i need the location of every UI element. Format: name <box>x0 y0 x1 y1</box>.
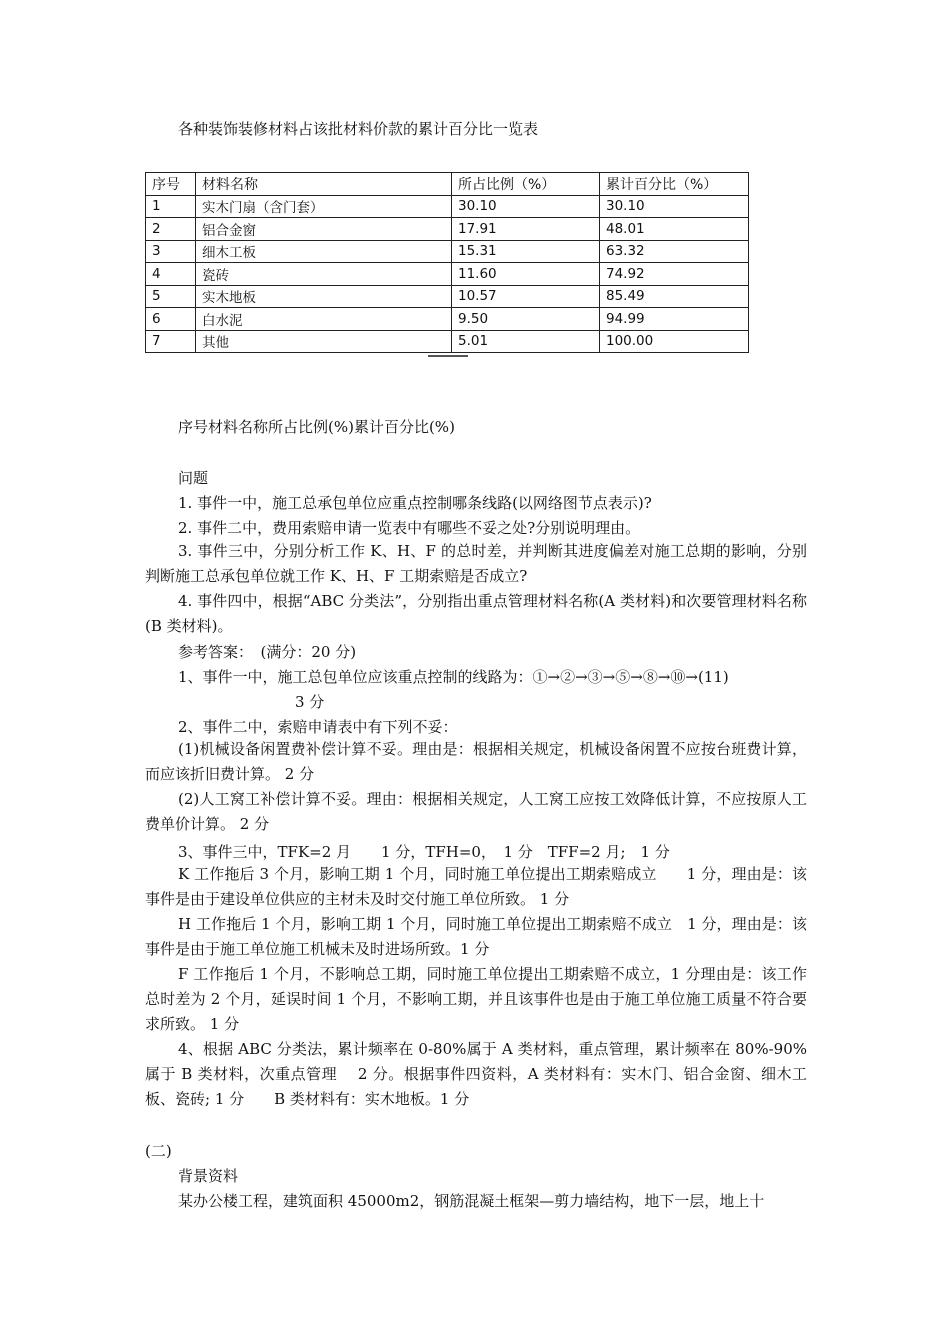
cell-material: 其他 <box>196 330 452 353</box>
answer-3: 3、事件三中，TFK=2 月 1 分，TFH=0， 1 分 TFF=2 月; 1 分 <box>178 843 670 861</box>
cell-ratio: 11.60 <box>452 263 600 286</box>
cell-ratio: 10.57 <box>452 285 600 308</box>
cell-cumulative: 63.32 <box>600 240 749 263</box>
table-header-row <box>146 173 749 196</box>
header-cumulative: 累计百分比（%） <box>600 173 749 196</box>
question-4: 4. 事件四中，根据“ABC 分类法”，分别指出重点管理材料名称(A 类材料)和次要管理材料名称(B 类材料)。 <box>145 592 807 635</box>
cell-cumulative: 100.00 <box>600 330 749 353</box>
cell-cumulative: 30.10 <box>600 195 749 218</box>
cell-material: 铝合金窗 <box>196 218 452 241</box>
cell-material: 实木门扇（含门套） <box>196 195 452 218</box>
cell-material: 实木地板 <box>196 285 452 308</box>
cell-material: 白水泥 <box>196 308 452 331</box>
table-row <box>146 240 749 263</box>
answer-3-h: H 工作拖后 1 个月，影响工期 1 个月，同时施工单位提出工期索赔不成立 1 分，理由是：该事件是由于施工单位施工机械未及时进场所致。1 分 <box>145 915 807 958</box>
table-row <box>146 308 749 331</box>
question-2: 2. 事件二中，费用索赔申请一览表中有哪些不妥之处?分别说明理由。 <box>178 519 641 537</box>
cell-ratio: 17.91 <box>452 218 600 241</box>
section-2-heading: (二) <box>145 1142 172 1160</box>
cell-ratio: 5.01 <box>452 330 600 353</box>
materials-table <box>145 172 749 353</box>
cell-cumulative: 74.92 <box>600 263 749 286</box>
answer-2-item-1: (1)机械设备闲置费补偿计算不妥。理由是：根据相关规定，机械设备闲置不应按台班费计算，而应该折旧费计算。 2 分 <box>145 740 807 783</box>
cell-index: 7 <box>146 330 196 353</box>
cell-material: 细木工板 <box>196 240 452 263</box>
table-row <box>146 263 749 286</box>
question-1: 1. 事件一中，施工总承包单位应重点控制哪条线路(以网络图节点表示)? <box>178 494 652 512</box>
header-material: 材料名称 <box>196 173 452 196</box>
answer-2: 2、事件二中，索赔申请表中有下列不妥： <box>178 718 458 736</box>
cell-cumulative: 94.99 <box>600 308 749 331</box>
cell-material: 瓷砖 <box>196 263 452 286</box>
table-row <box>146 285 749 308</box>
cell-ratio: 15.31 <box>452 240 600 263</box>
header-ratio: 所占比例（%） <box>452 173 600 196</box>
questions-title: 问题 <box>178 469 209 487</box>
cell-index: 5 <box>146 285 196 308</box>
header-index: 序号 <box>146 173 196 196</box>
answer-1-score: 3 分 <box>295 693 325 711</box>
answer-3-k: K 工作拖后 3 个月，影响工期 1 个月，同时施工单位提出工期索赔成立 1 分，理由是：该事件是由于建设单位供应的主材未及时交付施工单位所致。 1 分 <box>145 865 807 908</box>
background-text: 某办公楼工程，建筑面积 45000m2，钢筋混凝土框架—剪力墙结构，地下一层，地上十 <box>178 1192 765 1210</box>
answer-4: 4、根据 ABC 分类法，累计频率在 0-80%属于 A 类材料，重点管理，累计频率在 80%-90%属于 B 类材料，次重点管理 2 分。根据事件四资料，A 类材料有：实木门、铝合金窗、细木工板、瓷砖; 1 分 B 类材料有：实木地板。1 分 <box>145 1040 807 1108</box>
cell-index: 1 <box>146 195 196 218</box>
answer-1: 1、事件一中，施工总包单位应该重点控制的线路为：①→②→③→⑤→⑧→⑩→(11) <box>178 668 729 686</box>
answer-title: 参考答案： (满分：20 分) <box>178 643 357 661</box>
cell-index: 3 <box>146 240 196 263</box>
table-row <box>146 330 749 353</box>
table-bottom-mark <box>428 355 468 357</box>
table-row <box>146 218 749 241</box>
cell-index: 6 <box>146 308 196 331</box>
header-line: 序号材料名称所占比例(%)累计百分比(%) <box>178 418 455 436</box>
cell-ratio: 30.10 <box>452 195 600 218</box>
answer-2-item-2: (2)人工窝工补偿计算不妥。理由：根据相关规定，人工窝工应按工效降低计算，不应按原人工费单价计算。 2 分 <box>145 790 807 833</box>
table-row <box>146 195 749 218</box>
cell-index: 4 <box>146 263 196 286</box>
question-3: 3. 事件三中，分别分析工作 K、H、F 的总时差，并判断其进度偏差对施工总期的影响，分别判断施工总承包单位就工作 K、H、F 工期索赔是否成立? <box>145 542 807 585</box>
cell-cumulative: 85.49 <box>600 285 749 308</box>
cell-index: 2 <box>146 218 196 241</box>
table-caption: 各种装饰装修材料占该批材料价款的累计百分比一览表 <box>178 120 539 138</box>
cell-ratio: 9.50 <box>452 308 600 331</box>
background-title: 背景资料 <box>178 1167 239 1185</box>
cell-cumulative: 48.01 <box>600 218 749 241</box>
answer-3-f: F 工作拖后 1 个月，不影响总工期，同时施工单位提出工期索赔不成立，1 分理由是：该工作总时差为 2 个月，延误时间 1 个月，不影响工期，并且该事件也是由于施工单位施工质量不符合要求所致。 1 分 <box>145 965 807 1033</box>
